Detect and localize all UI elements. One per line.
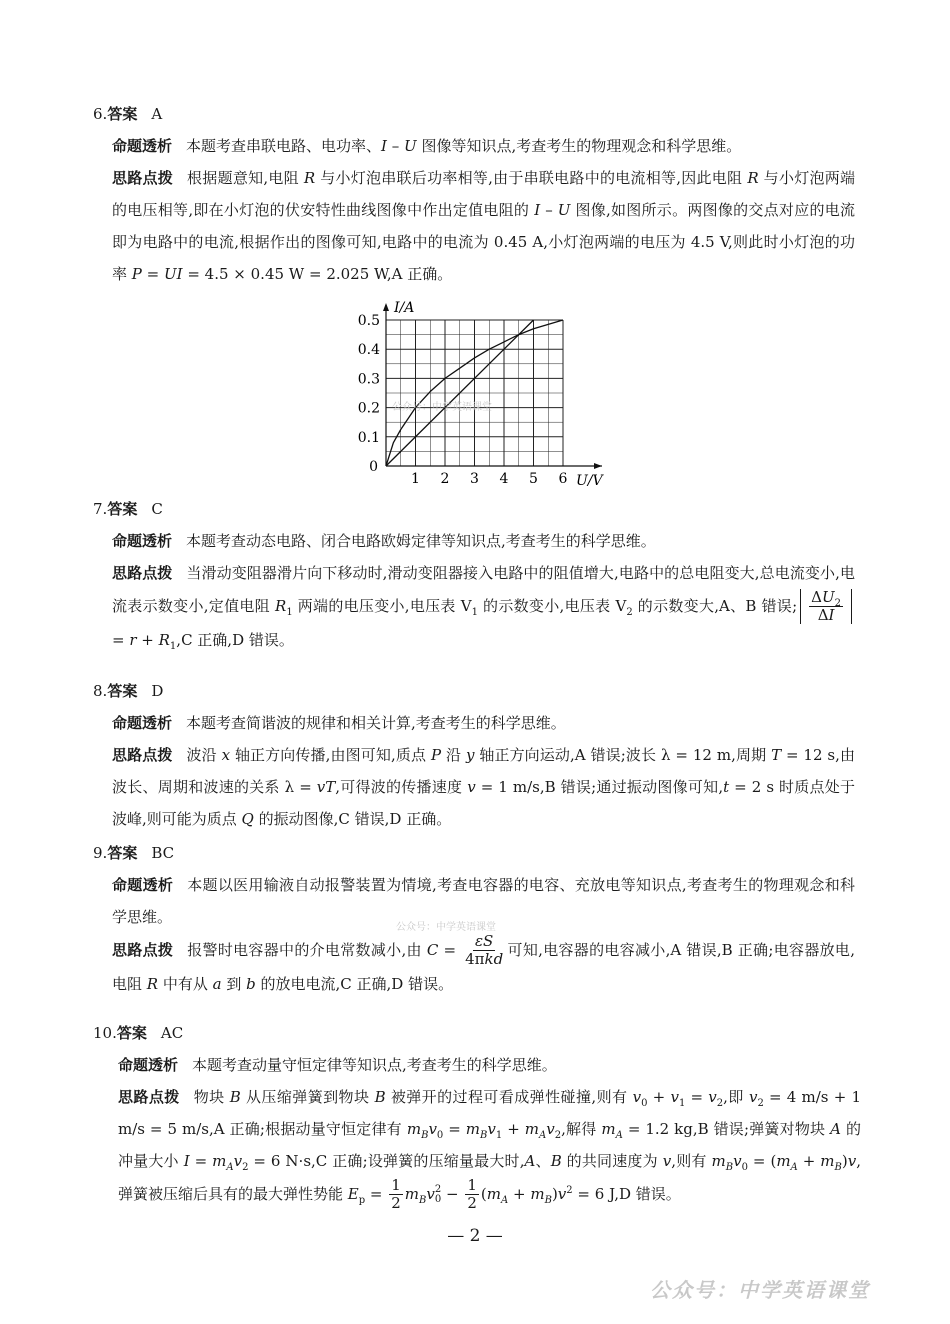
- y-tick-label: 0.3: [357, 371, 380, 388]
- text-run: 本题考查动态电路、闭合电路欧姆定律等知识点,考查考生的科学思维。: [186, 532, 656, 550]
- text-run: ,弹簧被压缩后具有的最大弹性势能: [118, 1152, 861, 1203]
- math-var: x: [221, 746, 231, 764]
- subscript: A: [615, 1130, 623, 1141]
- text-run: = 4 m/s + 1 m/s = 5 m/s,A 正确;根据动量守恒定律有: [118, 1088, 861, 1138]
- math-var: m: [404, 1184, 420, 1203]
- math-var: m: [406, 1120, 422, 1138]
- text-run: 与小灯泡串联后功率相等,由于串联电路中的电流相等,因此电阻: [315, 169, 748, 187]
- text-run: 本题考查串联电路、电功率、: [186, 137, 382, 155]
- answer-label: 答案: [107, 105, 138, 123]
- question-number: 10.: [93, 1024, 117, 1042]
- hint-paragraph: [112, 739, 855, 835]
- math-var: b: [246, 975, 256, 993]
- analysis-paragraph: [118, 1049, 861, 1081]
- math-var: P: [131, 265, 142, 283]
- x-axis-arrow-icon: [594, 463, 602, 469]
- math-var: m: [601, 1120, 616, 1138]
- text-run: +: [136, 631, 159, 649]
- math-var: v: [467, 778, 476, 796]
- answer-label: 答案: [107, 682, 138, 700]
- math-var: m: [465, 1120, 481, 1138]
- math-var: R: [747, 169, 759, 187]
- subscript: 2: [554, 1130, 562, 1141]
- subscript: 0: [436, 1130, 444, 1141]
- question-number: 6.: [93, 105, 108, 123]
- text-run: 1: [467, 1176, 477, 1194]
- math-var: A: [830, 1120, 842, 1138]
- math-var: v: [847, 1152, 857, 1170]
- math-var: I: [828, 606, 835, 624]
- answer-line: [93, 493, 855, 525]
- y-tick-label: 0.1: [357, 429, 380, 446]
- fraction: [465, 1177, 479, 1212]
- hint-label: 思路点拨: [112, 564, 173, 582]
- subscript: 1: [495, 1130, 503, 1141]
- answer-label: 答案: [107, 500, 138, 518]
- analysis-paragraph: [112, 130, 855, 162]
- subscript: A: [226, 1162, 234, 1173]
- hint-label: 思路点拨: [112, 940, 174, 959]
- text-run: =: [112, 631, 130, 649]
- text-run: −: [441, 1184, 464, 1203]
- subscript: 0: [741, 1162, 748, 1173]
- text-run: +: [502, 1120, 525, 1138]
- y-tick-label: 0.2: [357, 400, 380, 417]
- hint-label: 思路点拨: [112, 169, 174, 187]
- text-run: +: [508, 1184, 531, 1203]
- math-var: I: [381, 137, 387, 155]
- text-run: = 6 N·s,C 正确;设弹簧的压缩量最大时,: [248, 1152, 525, 1170]
- analysis-text: [186, 714, 566, 732]
- text-run: ,即: [723, 1088, 749, 1106]
- answer-value: BC: [151, 844, 175, 862]
- text-run: =: [438, 940, 462, 959]
- math-var: v: [557, 1184, 567, 1203]
- text-run: 从压缩弹簧到物块: [240, 1088, 375, 1106]
- text-run: 根据题意知,电阻: [187, 169, 304, 187]
- denominator: [389, 1195, 403, 1212]
- math-var: v: [428, 1120, 437, 1138]
- math-var: T: [771, 746, 782, 764]
- subscript: 1: [471, 606, 478, 618]
- math-var: m: [212, 1152, 227, 1170]
- subscript: B: [480, 1130, 488, 1141]
- denominator: [465, 1195, 479, 1212]
- math-var: U: [557, 201, 571, 219]
- math-var: R: [303, 169, 316, 187]
- subscript: 0: [434, 1193, 442, 1205]
- math-var: U: [821, 588, 835, 606]
- text-run: 当滑动变阻器滑片向下移动时,滑动变阻器接入电路中的阻值增大,电路中的总电阻变大,总电流变小,电流表示数变小,定值电阻: [112, 564, 855, 615]
- text-run: = 6 J,D 错误。: [572, 1184, 681, 1203]
- numerator: [465, 1177, 479, 1195]
- text-run: 1: [391, 1176, 401, 1194]
- fraction: [809, 589, 843, 624]
- question-10-solution: [93, 1017, 861, 1212]
- hint-paragraph: [112, 557, 855, 656]
- text-run: +: [797, 1152, 821, 1170]
- math-var: r: [129, 631, 137, 649]
- origin-label: 0: [369, 459, 378, 475]
- text-run: ,C 正确,D 错误。: [176, 631, 294, 649]
- text-run: = 4.5 × 0.45 W = 2.025 W,A 正确。: [182, 265, 453, 283]
- math-var: R: [275, 596, 287, 615]
- answer-value: AC: [160, 1024, 184, 1042]
- y-tick-label: 0.5: [357, 313, 380, 329]
- analysis-text: [192, 1056, 557, 1074]
- analysis-paragraph: [112, 525, 855, 557]
- text-run: ): [841, 1152, 848, 1170]
- text-run: 图像等知识点,考查考生的物理观念和科学思维。: [416, 137, 742, 155]
- text-run: ,解得: [561, 1120, 602, 1138]
- subscript: A: [538, 1130, 547, 1141]
- text-run: 的示数变小,电压表 V: [478, 596, 627, 615]
- x-tick-label: 6: [558, 471, 568, 487]
- text-run: 的示数变大,A、B 错误;: [632, 596, 798, 615]
- hint-paragraph: [112, 162, 855, 290]
- analysis-paragraph: [112, 707, 855, 739]
- answer-label: 答案: [116, 1024, 147, 1042]
- answer-value: C: [151, 500, 163, 518]
- answer-line: [93, 837, 855, 869]
- text-run: –: [540, 201, 558, 219]
- text-run: +: [647, 1088, 671, 1106]
- numerator: [809, 589, 843, 607]
- math-var: R: [146, 975, 159, 993]
- math-var: t: [723, 778, 730, 796]
- analysis-text: [186, 137, 741, 155]
- text-run: 两端的电压变小,电压表 V: [292, 596, 472, 615]
- math-var: B: [374, 1088, 386, 1106]
- answer-line: [93, 675, 855, 707]
- subscript: 1: [678, 1098, 686, 1109]
- math-var: v: [748, 1088, 758, 1106]
- text-run: = 12 s,由波长、周期和波速的关系 λ =: [112, 746, 855, 796]
- analysis-label: 命题透析: [112, 876, 174, 894]
- subscript: 2: [626, 606, 633, 618]
- text-run: Δ: [811, 588, 822, 606]
- y-axis-arrow-icon: [383, 303, 389, 311]
- text-run: 本题以医用输液自动报警装置为情境,考查电容器的电容、充放电等知识点,考查考生的物理观念和科学思维。: [112, 876, 855, 926]
- question-number: 7.: [93, 500, 108, 518]
- math-var: v: [426, 1184, 435, 1203]
- analysis-label: 命题透析: [112, 532, 173, 550]
- subscript: B: [421, 1130, 429, 1141]
- subscript: 0: [641, 1098, 648, 1109]
- superscript: 2: [434, 1183, 442, 1195]
- text-run: 轴正方向运动,A 错误;波长 λ = 12 m,周期: [474, 746, 772, 764]
- subscript: 2: [834, 598, 842, 609]
- i-u-chart: [340, 295, 610, 490]
- text-run: =: [189, 1152, 213, 1170]
- text-run: 、: [535, 1152, 551, 1170]
- text-run: 轴正方向传播,由图可知,质点: [230, 746, 431, 764]
- math-var: C: [426, 940, 439, 959]
- math-var: m: [711, 1152, 726, 1170]
- hint-paragraph: [118, 1081, 861, 1212]
- hint-text: [112, 169, 855, 283]
- middle-watermark: 公众号：中学英语课堂: [396, 922, 496, 933]
- text-run: 被弹开的过程可看成弹性碰撞,则有: [385, 1088, 633, 1106]
- hint-text: [112, 746, 855, 828]
- subscript: 2: [757, 1098, 764, 1109]
- chart-watermark: 公众号：中学英语课堂: [392, 402, 492, 413]
- math-var: v: [733, 1152, 742, 1170]
- y-tick-label: 0.4: [357, 342, 380, 359]
- question-6-solution: [93, 98, 855, 290]
- text-run: = (: [747, 1152, 777, 1170]
- math-var: v: [632, 1088, 642, 1106]
- analysis-label: 命题透析: [118, 1056, 179, 1074]
- math-var: vT: [316, 778, 336, 796]
- question-number: 8.: [93, 682, 108, 700]
- subscript: B: [725, 1162, 734, 1173]
- subscript: A: [501, 1194, 509, 1206]
- math-var: kd: [484, 950, 504, 968]
- page-number: — 2 —: [447, 1226, 503, 1246]
- subscript: 2: [716, 1098, 724, 1109]
- math-var: m: [820, 1152, 835, 1170]
- text-run: 4π: [465, 950, 485, 968]
- answer-value: A: [151, 105, 163, 123]
- math-var: UI: [163, 265, 183, 283]
- denominator: [463, 951, 505, 968]
- text-run: 的振动图像,C 错误,D 正确。: [253, 810, 452, 828]
- subscript: 1: [169, 641, 177, 652]
- text-run: 本题考查动量守恒定律等知识点,考查考生的科学思维。: [192, 1056, 557, 1074]
- subscript: B: [419, 1194, 427, 1206]
- text-run: 可知,电容器的电容减小,A 错误,B 正确;电容器放电,电阻: [112, 940, 855, 993]
- absolute-value: [800, 589, 852, 624]
- math-var: v: [546, 1120, 555, 1138]
- answer-value: D: [151, 682, 164, 700]
- text-run: = 2 s 时质点处于波峰,则可能为质点: [112, 778, 855, 828]
- math-var: Q: [241, 810, 254, 828]
- math-var: A: [524, 1152, 536, 1170]
- math-var: I: [534, 201, 541, 219]
- math-var: m: [486, 1184, 501, 1203]
- math-var: v: [487, 1120, 496, 1138]
- hint-text: [112, 932, 855, 994]
- math-var: B: [550, 1152, 562, 1170]
- math-var: v: [662, 1152, 672, 1170]
- text-run: =: [141, 265, 164, 283]
- superscript: 2: [566, 1184, 573, 1196]
- math-var: B: [229, 1088, 241, 1106]
- answer-label: 答案: [107, 844, 138, 862]
- answer-line: [93, 1017, 855, 1049]
- math-var: R: [158, 631, 170, 649]
- text-run: 中有从: [158, 975, 213, 993]
- text-run: =: [685, 1088, 709, 1106]
- math-var: m: [776, 1152, 791, 1170]
- x-tick-label: 5: [529, 471, 538, 487]
- text-run: 沿: [441, 746, 466, 764]
- math-var: m: [530, 1184, 545, 1203]
- text-run: =: [443, 1120, 466, 1138]
- text-run: 波沿: [186, 746, 222, 764]
- x-tick-label: 1: [411, 471, 420, 487]
- hint-text: [112, 564, 855, 652]
- corner-watermark: 公众号：中学英语课堂: [650, 1278, 870, 1302]
- x-tick-label: 3: [470, 471, 479, 487]
- question-8-solution: [93, 675, 855, 835]
- math-var: v: [670, 1088, 679, 1106]
- question-7-solution: [93, 493, 855, 656]
- numerator: [389, 1177, 403, 1195]
- text-run: 2: [391, 1194, 401, 1212]
- answer-line: [93, 98, 855, 130]
- text-run: 的共同速度为: [561, 1152, 663, 1170]
- subscript: B: [544, 1194, 552, 1206]
- subscript: A: [790, 1162, 798, 1173]
- numerator: [473, 933, 495, 951]
- text-run: ): [551, 1184, 558, 1203]
- subscript: 2: [242, 1162, 249, 1173]
- y-axis-label: I/A: [394, 300, 415, 316]
- text-run: ,可得波的传播速度: [335, 778, 468, 796]
- text-run: ,则有: [671, 1152, 712, 1170]
- text-run: 2: [467, 1194, 477, 1212]
- text-run: = 1.2 kg,B 错误;弹簧对物块: [622, 1120, 831, 1138]
- math-var: εS: [475, 932, 494, 950]
- text-run: 的冲量大小: [118, 1120, 861, 1170]
- math-var: I: [183, 1152, 190, 1170]
- hint-label: 思路点拨: [112, 746, 173, 764]
- hint-paragraph: [112, 933, 855, 1000]
- math-var: a: [212, 975, 222, 993]
- text-run: (: [480, 1184, 487, 1203]
- math-var: E: [347, 1184, 359, 1203]
- math-var: U: [404, 137, 417, 155]
- text-run: 物块: [193, 1088, 230, 1106]
- analysis-text: [186, 532, 656, 550]
- fraction: [463, 933, 505, 968]
- text-run: 图像,如图所示。两图像的交点对应的电流即为电路中的电流,根据作出的图像可知,电路中的电流为 0.45 A,小灯泡两端的电压为 4.5 V,则此时小灯泡的功率: [112, 201, 855, 283]
- math-var: v: [233, 1152, 243, 1170]
- x-tick-label: 2: [440, 471, 450, 487]
- denominator: [816, 607, 837, 624]
- text-run: =: [365, 1184, 388, 1203]
- text-run: Δ: [817, 606, 829, 624]
- fraction: [389, 1177, 403, 1212]
- question-number: 9.: [93, 844, 108, 862]
- text-run: 到: [221, 975, 247, 993]
- math-var: m: [524, 1120, 539, 1138]
- subscript: B: [834, 1162, 842, 1173]
- math-var: P: [430, 746, 442, 764]
- text-run: –: [386, 137, 405, 155]
- hint-text: [118, 1088, 861, 1212]
- analysis-label: 命题透析: [112, 137, 173, 155]
- math-var: v: [708, 1088, 717, 1106]
- subscript: p: [358, 1194, 366, 1206]
- text-run: = 1 m/s,B 错误;通过振动图像可知,: [475, 778, 724, 796]
- subscript: 1: [286, 606, 293, 618]
- analysis-label: 命题透析: [112, 714, 173, 732]
- text-run: 的放电电流,C 正确,D 错误。: [255, 975, 454, 993]
- x-tick-label: 4: [499, 471, 509, 487]
- x-axis-label: U/V: [576, 473, 603, 489]
- text-run: 本题考查简谐波的规律和相关计算,考查考生的科学思维。: [186, 714, 566, 732]
- math-var: y: [465, 746, 475, 764]
- text-run: 报警时电容器中的介电常数减小,由: [187, 940, 427, 959]
- text-run: 与小灯泡两端的电压相等,即在小灯泡的伏安特性曲线图像中作出定值电阻的: [112, 169, 855, 219]
- hint-label: 思路点拨: [118, 1088, 180, 1106]
